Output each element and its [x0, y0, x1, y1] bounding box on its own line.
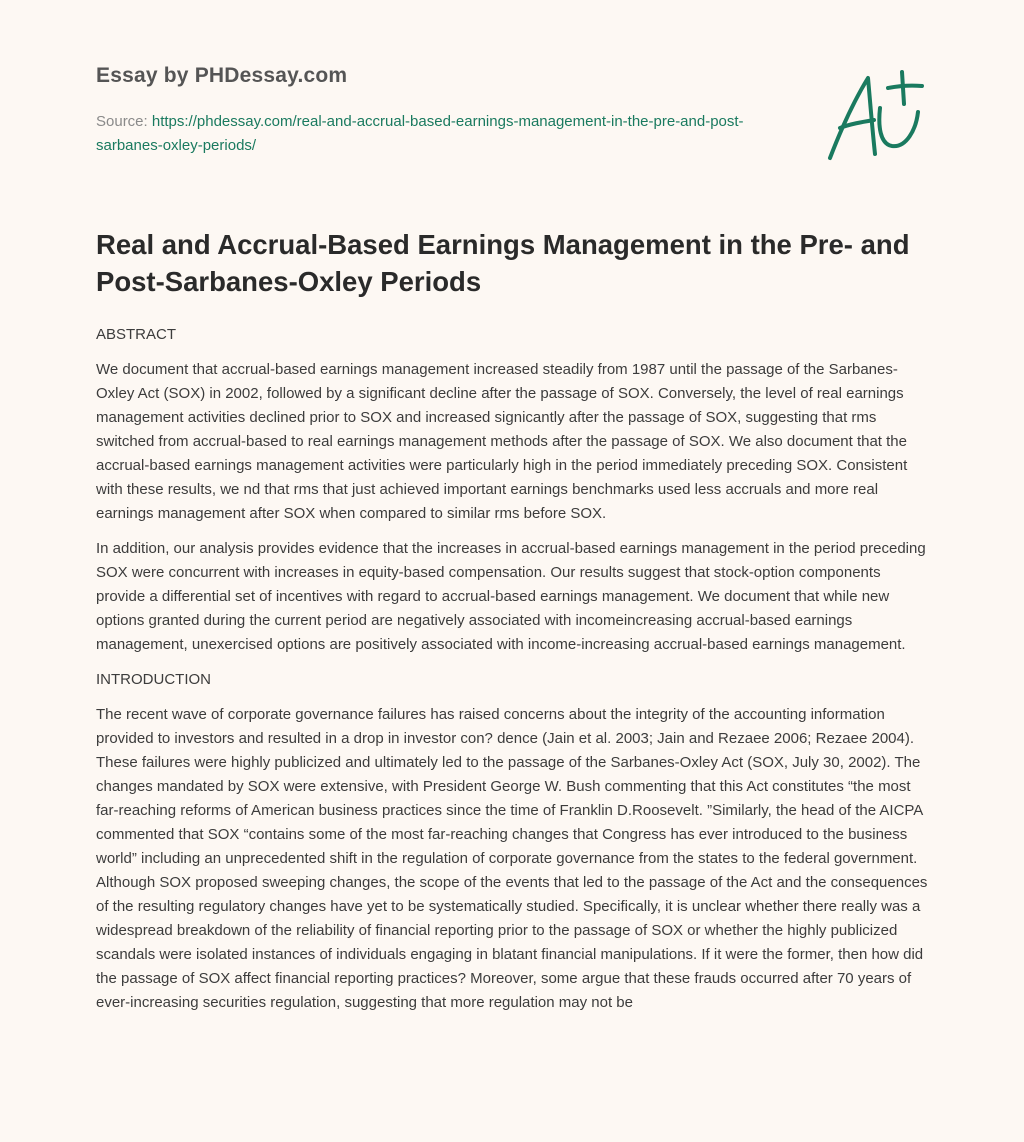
essay-title: Real and Accrual-Based Earnings Management in the Pre- and Post-Sarbanes-Oxley Periods	[96, 229, 910, 297]
source-label: Source:	[96, 113, 152, 130]
source-link[interactable]: https://phdessay.com/real-and-accrual-based-earnings-management-in-the-pre-and-post-sarbanes-oxley-periods/	[96, 113, 744, 154]
essay-paragraph: The recent wave of corporate governance failures has raised concerns about the integrity of the accounting information provided to investors and resulted in a drop in investor con? dence (Jain et al. 2003; Jain and Rezaee 2006; Rezaee 2004). These failures were highly publicized and ultimately led to the passage of the Sarbanes-Oxley Act (SOX, July 30, 2002). The changes mandated by SOX were extensive, with President George W. Bush commenting that this Act constitutes “the most far-reaching reforms of American business practices since the time of Franklin D.Roosevelt. ”Similarly, the head of the AICPA commented that SOX “contains some of the most far-reaching changes that Congress has ever introduced to the business world” including an unprecedented shift in the regulation of corporate governance from the states to the federal government. Although SOX proposed sweeping changes, the scope of the events that led to the passage of the Act and the consequences of the resulting regulatory changes have yet to be systematically studied. Specifically, it is unclear whether there really was a widespread breakdown of the reliability of financial reporting prior to the passage of SOX or whether the highly publicized scandals were isolated instances of individuals engaging in blatant financial manipulations. If it were the former, then how did the passage of SOX affect financial reporting practices? Moreover, some argue that these frauds occurred after 70 years of ever-increasing securities regulation, suggesting that more regulation may not be	[96, 706, 928, 1011]
a-plus-grade-logo-icon	[818, 64, 930, 168]
abstract-heading: ABSTRACT	[96, 326, 177, 343]
essay-body	[96, 323, 932, 1026]
essay-paragraph: We document that accrual-based earnings management increased steadily from 1987 until the passage of the Sarbanes-Oxley Act (SOX) in 2002, followed by a significant decline after the passage of SOX. Conversely, the level of real earnings management activities declined prior to SOX and increased signicantly after the passage of SOX, suggesting that rms switched from accrual-based to real earnings management methods after the passage of SOX. We also document that the accrual-based earnings management activities were particularly high in the period immediately preceding SOX. Consistent with these results, we nd that rms that just achieved important earnings benchmarks used less accruals and more real earnings management after SOX when compared to similar rms before SOX.	[96, 361, 908, 522]
site-title: Essay by PHDessay.com	[96, 64, 348, 87]
introduction-heading: INTRODUCTION	[96, 671, 211, 688]
source-line	[96, 110, 776, 158]
essay-paragraph: In addition, our analysis provides evidence that the increases in accrual-based earnings management in the period preceding SOX were concurrent with increases in equity-based compensation. Our results suggest that stock-option components provide a differential set of incentives with regard to accrual-based earnings management. We document that while new options granted during the current period are negatively associated with incomeincreasing accrual-based earnings management, unexercised options are positively associated with income-increasing accrual-based earnings management.	[96, 540, 926, 653]
